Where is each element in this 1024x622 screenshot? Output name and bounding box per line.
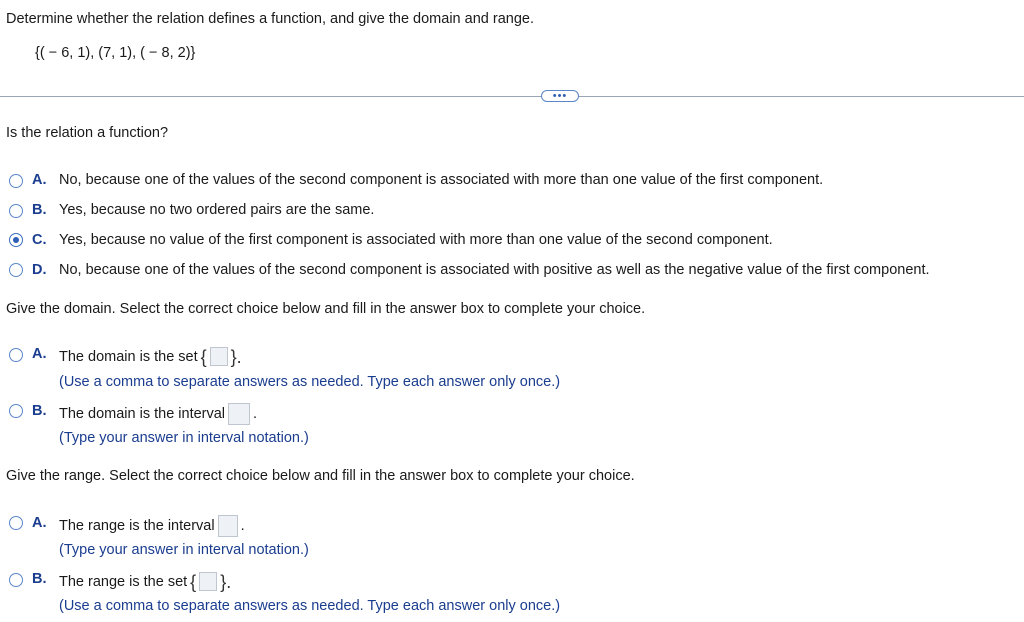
range-set-answer-box[interactable] bbox=[199, 572, 217, 591]
radio-button[interactable] bbox=[9, 516, 23, 530]
option-hint: (Type your answer in interval notation.) bbox=[59, 430, 309, 446]
option-hint: (Use a comma to separate answers as needed. Type each answer only once.) bbox=[59, 598, 561, 614]
close-brace: }. bbox=[230, 346, 242, 367]
option-text: The range is the interval bbox=[59, 518, 215, 534]
option-letter: B. bbox=[32, 202, 47, 218]
option-hint: (Use a comma to separate answers as needed. Type each answer only once.) bbox=[59, 374, 561, 390]
option-letter: B. bbox=[32, 403, 47, 419]
option-letter: C. bbox=[32, 232, 47, 248]
suffix-period: . bbox=[240, 518, 245, 534]
radio-button[interactable] bbox=[9, 573, 23, 587]
part1-question: Is the relation a function? bbox=[6, 125, 169, 141]
relation-set: {( − 6, 1), (7, 1), ( − 8, 2)} bbox=[35, 45, 196, 61]
option-text: The range is the set bbox=[59, 573, 188, 590]
option-text: No, because one of the values of the second component is associated with more than one value of the first component. bbox=[59, 172, 824, 188]
domain-instruction: Give the domain. Select the correct choice below and fill in the answer box to complete your choice. bbox=[6, 301, 646, 317]
radio-button[interactable] bbox=[9, 348, 23, 362]
domain-interval-answer-box[interactable] bbox=[228, 403, 250, 425]
radio-button[interactable] bbox=[9, 263, 23, 277]
option-letter: B. bbox=[32, 571, 47, 587]
option-text: Yes, because no two ordered pairs are the same. bbox=[59, 202, 375, 218]
option-text: No, because one of the values of the second component is associated with positive as well as the negative value of the first component. bbox=[59, 262, 930, 278]
divider bbox=[0, 96, 1024, 97]
radio-button[interactable] bbox=[9, 404, 23, 418]
suffix-period: . bbox=[253, 406, 258, 422]
open-brace: { bbox=[200, 346, 207, 367]
option-hint: (Type your answer in interval notation.) bbox=[59, 542, 309, 558]
close-brace: }. bbox=[220, 571, 232, 592]
option-text: The domain is the interval bbox=[59, 406, 226, 422]
more-options-button[interactable]: ••• bbox=[541, 90, 579, 102]
radio-button[interactable] bbox=[9, 174, 23, 188]
option-text: The domain is the set bbox=[59, 348, 198, 365]
domain-set-answer-box[interactable] bbox=[210, 347, 228, 366]
option-letter: D. bbox=[32, 262, 47, 278]
radio-button-selected[interactable] bbox=[9, 233, 23, 247]
option-letter: A. bbox=[32, 515, 47, 531]
open-brace: { bbox=[190, 571, 197, 592]
option-text: Yes, because no value of the first component is associated with more than one value of the second component. bbox=[59, 232, 773, 248]
range-interval-answer-box[interactable] bbox=[218, 515, 238, 537]
range-instruction: Give the range. Select the correct choice below and fill in the answer box to complete your choice. bbox=[6, 468, 635, 484]
option-letter: A. bbox=[32, 172, 47, 188]
radio-button[interactable] bbox=[9, 204, 23, 218]
option-letter: A. bbox=[32, 346, 47, 362]
question-prompt: Determine whether the relation defines a function, and give the domain and range. bbox=[6, 11, 534, 27]
